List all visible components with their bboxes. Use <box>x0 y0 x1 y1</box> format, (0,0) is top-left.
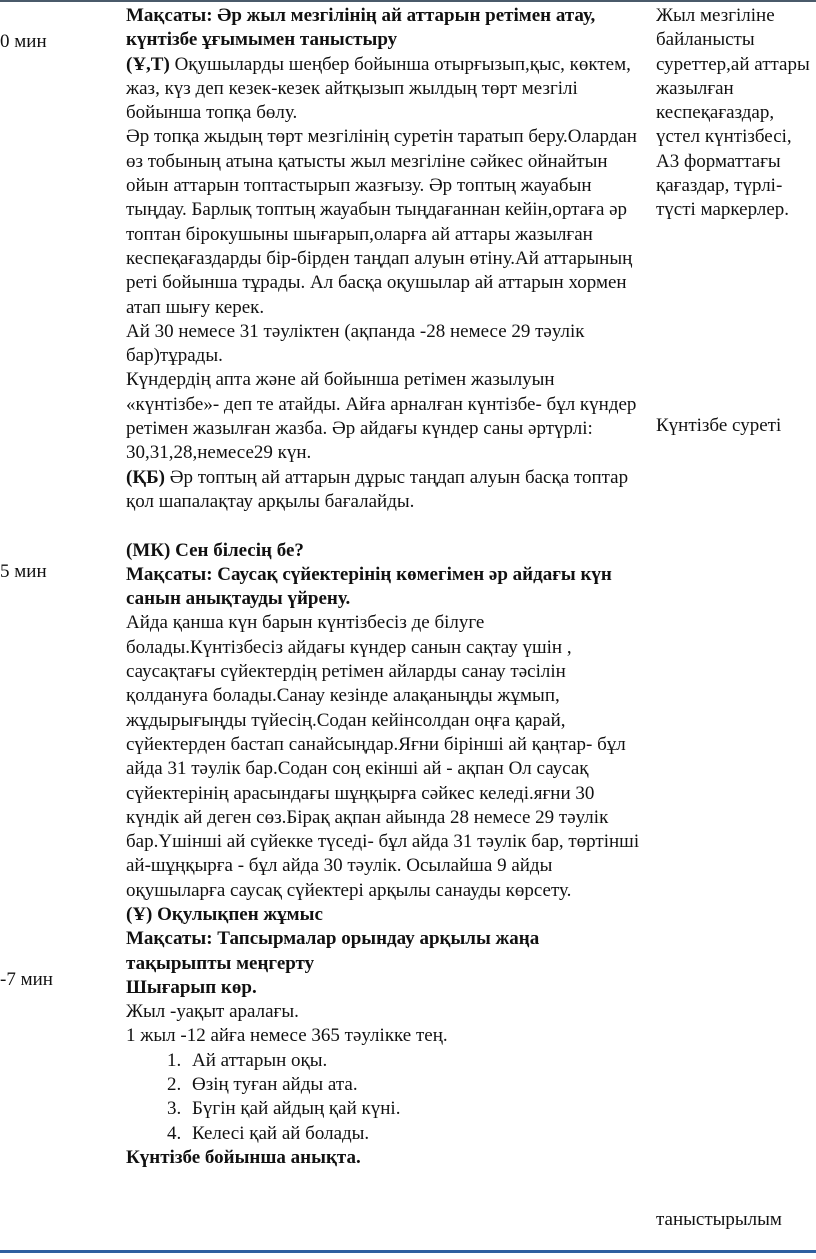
section3-end: Күнтізбе бойынша анықта. <box>126 1146 361 1168</box>
section1-text: Оқушыларды шеңбер бойынша отырғызып,қыс, көктем, жаз, күз деп кезек-кезек айтқызып жылдың төрт мезгілі бойынша топқа бөлу. <box>126 53 631 124</box>
section3-subtitle: Шығарып көр. <box>126 976 257 998</box>
time-label-3: -7 мин <box>0 969 53 990</box>
section1-intro <box>126 53 646 126</box>
lesson-content-cell <box>126 4 646 1170</box>
section2-goal: Мақсаты: Саусақ сүйектерінің көмегімен әр айдағы күн санын анықтауды үйрену. <box>126 563 612 610</box>
section1-tag: (Ұ,Т) <box>126 53 170 75</box>
spacer <box>126 514 646 538</box>
section1-goal: Мақсаты: Әр жыл мезгілінің ай аттарын ретімен атау, күнтізбе ұғымымен таныстыру <box>126 5 596 51</box>
section2-title: (МК) Сен білесің бе? <box>126 539 304 561</box>
list-item: 3. Бүгін қай айдың қай күні. <box>186 1097 646 1121</box>
section1-paragraph-2: Әр топқа жыдың төрт мезгілінің суретін таратып беру.Олардан өз тобының атына қатысты жыл мезгіліне сәйкес ойнайтын ойын аттарын топтастырып жазғызу. Әр топтың жауабын тыңдау. Барлық топтың жауабын тыңдағаннан кейін,ортаға әр топтан бірокушыны шығарып,оларға ай аттары жазылған кеспеқағаздарды бір-бірден таңдап алуын өтіну.Ай аттарының реті бойынша тұрады. Ал басқа оқушылар ай аттарын хормен атап шығу керек. <box>126 126 637 318</box>
section1-feedback <box>126 466 646 515</box>
feedback-text: Әр топтың ай аттарын дұрыс таңдап алуын басқа топтар қол шапалақтау арқылы бағалайды. <box>126 466 629 512</box>
section2-body: Айда қанша күн барын күнтізбесіз де білуге болады.Күнтізбесіз айдағы күндер санын сақтау үшін , саусақтағы сүйектердің ретімен айларды санау тәсілін қолдануға болады.Санау кезінде алақаныңды жұмып, жұдырығыңды түйесің.Содан кейінсолдан оңға қарай, сүйектерден бастап санайсыңдар.Яғни бірінші ай қаңтар- бұл айда 31 тәулік бар.Содан соң екінші ай - ақпан Ол саусақ сүйектерінің арасындағы шұңқырға сәйкес келеді.яғни 30 күндік ай деген сөз.Бірақ ақпан айында 28 немесе 29 тәулік бар.Үшінші ай сүйекке түседі- бұл айда 31 тәулік бар, төртінші ай-шұңқырға - бұл айда 30 тәулік. Осылайша 9 айды оқушыларға саусақ сүйектері арқылы санауды көрсету. <box>126 612 640 901</box>
resources-cell-3: таныстырылым <box>656 1209 782 1230</box>
list-item: 4. Келесі қай ай болады. <box>186 1122 646 1146</box>
section3-line-2: 1 жыл -12 айға немесе 365 тәулікке тең. <box>126 1025 448 1047</box>
list-item: 1. Ай аттарын оқы. <box>186 1049 646 1073</box>
section3-title: (Ұ) Оқулықпен жұмыс <box>126 903 323 925</box>
feedback-tag: (ҚБ) <box>126 466 165 488</box>
list-item: 2. Өзің туған айды ата. <box>186 1073 646 1097</box>
resources-cell-2: Күнтізбе суреті <box>656 415 782 436</box>
resources-cell-1: Жыл мезгіліне байланысты суреттер,ай аттары жазылған кеспеқағаздар, үстел күнтізбесі, А3 форматтағы қағаздар, түрлі-түсті маркерлер. <box>656 5 810 221</box>
section3-goal: Мақсаты: Тапсырмалар орындау арқылы жаңа тақырыпты меңгерту <box>126 928 540 974</box>
time-label-2: 5 мин <box>0 561 47 582</box>
section1-paragraph-3: Ай 30 немесе 31 тәуліктен (ақпанда -28 немесе 29 тәулік бар)тұрады. <box>126 320 585 367</box>
table-bottom-border <box>0 1250 816 1253</box>
task-list <box>126 1049 646 1146</box>
section1-paragraph-4: Күндердің апта және ай бойынша ретімен жазылуын «күнтізбе»- деп те атайды. Айға арналған күнтізбе- бұл күндер ретімен жазылған жазба. Әр айдағы күндер саны әртүрлі: 30,31,28,немесе29 күн. <box>126 369 637 464</box>
table-top-border <box>0 0 816 2</box>
time-label-1: 0 мин <box>0 31 47 52</box>
section3-line-1: Жыл -уақыт аралағы. <box>126 1001 299 1023</box>
